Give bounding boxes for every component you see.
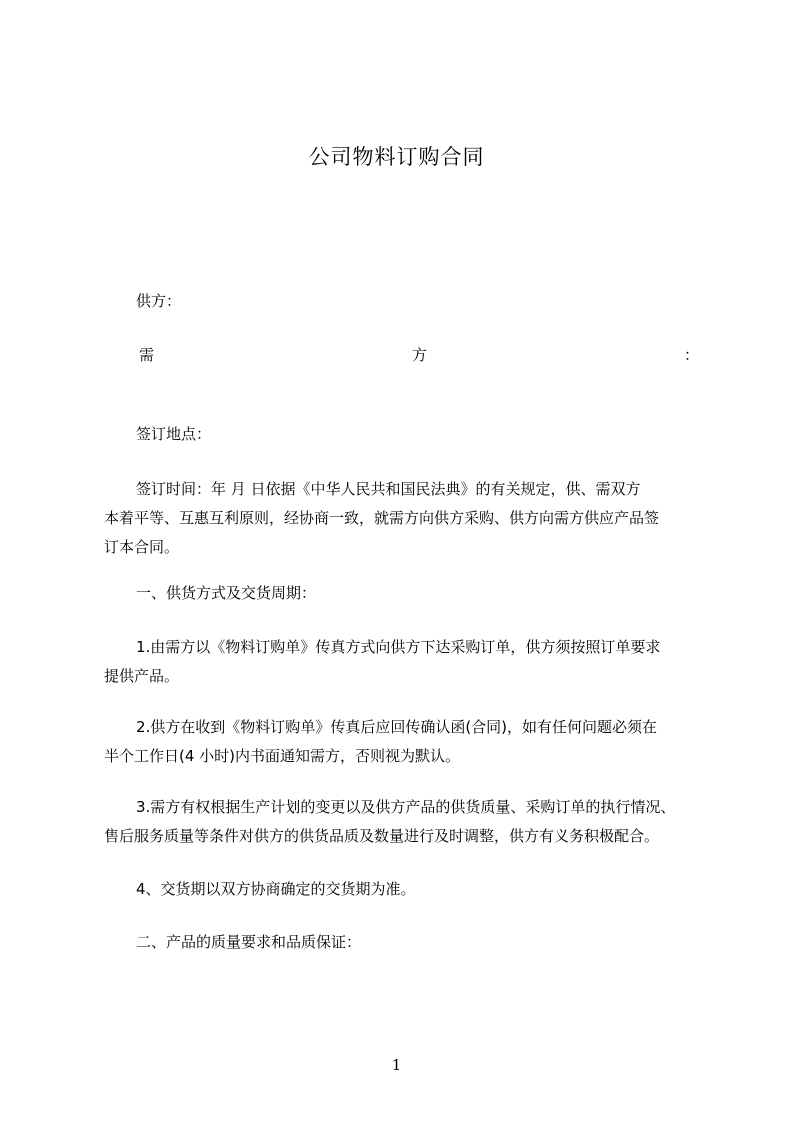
buyer-label-colon: ： [684,346,700,364]
intro-paragraph [104,475,702,562]
item-4-line: 4、交货期以双方协商确定的交货期为准。 [136,880,416,898]
item-2-line-1: 2.供方在收到《物料订购单》传真后应回传确认函(合同)，如有任何问题必须在 [136,718,658,736]
item-3-line-2: 售后服务质量等条件对供方的供货品质及数量进行及时调整，供方有义务积极配合。 [104,827,660,845]
intro-line-2: 本着平等、互惠互利原则，经协商一致，就需方向供方采购、供方向需方供应产品签 [104,509,660,527]
section-2-heading: 二、产品的质量要求和品质保证： [136,933,362,951]
buyer-label-char1: 需 [139,346,155,364]
section-1-heading: 一、供货方式及交货周期： [136,584,317,602]
buyer-label-char2: 方 [412,346,428,364]
document-title: 公司物料订购合同 [308,145,485,169]
item-1-line-1: 1.由需方以《物料订购单》传真方式向供方下达采购订单，供方须按照订单要求 [136,638,661,656]
item-2-paragraph [104,713,702,771]
signing-place-label: 签订地点： [136,425,212,443]
supplier-label: 供方： [136,292,182,310]
intro-line-1: 签订时间：年 月 日依据《中华人民共和国民法典》的有关规定，供、需双方 [136,480,641,498]
item-1-line-2: 提供产品。 [104,667,180,685]
item-3-line-1: 3.需方有权根据生产计划的变更以及供方产品的供货质量、采购订单的执行情况、 [136,798,676,816]
item-2-line-2: 半个工作日(4 小时)内书面通知需方，否则视为默认。 [104,747,461,765]
intro-line-3: 订本合同。 [104,538,180,556]
page-number: 1 [391,1056,402,1074]
item-1-paragraph [104,633,702,691]
item-3-paragraph [104,793,702,851]
